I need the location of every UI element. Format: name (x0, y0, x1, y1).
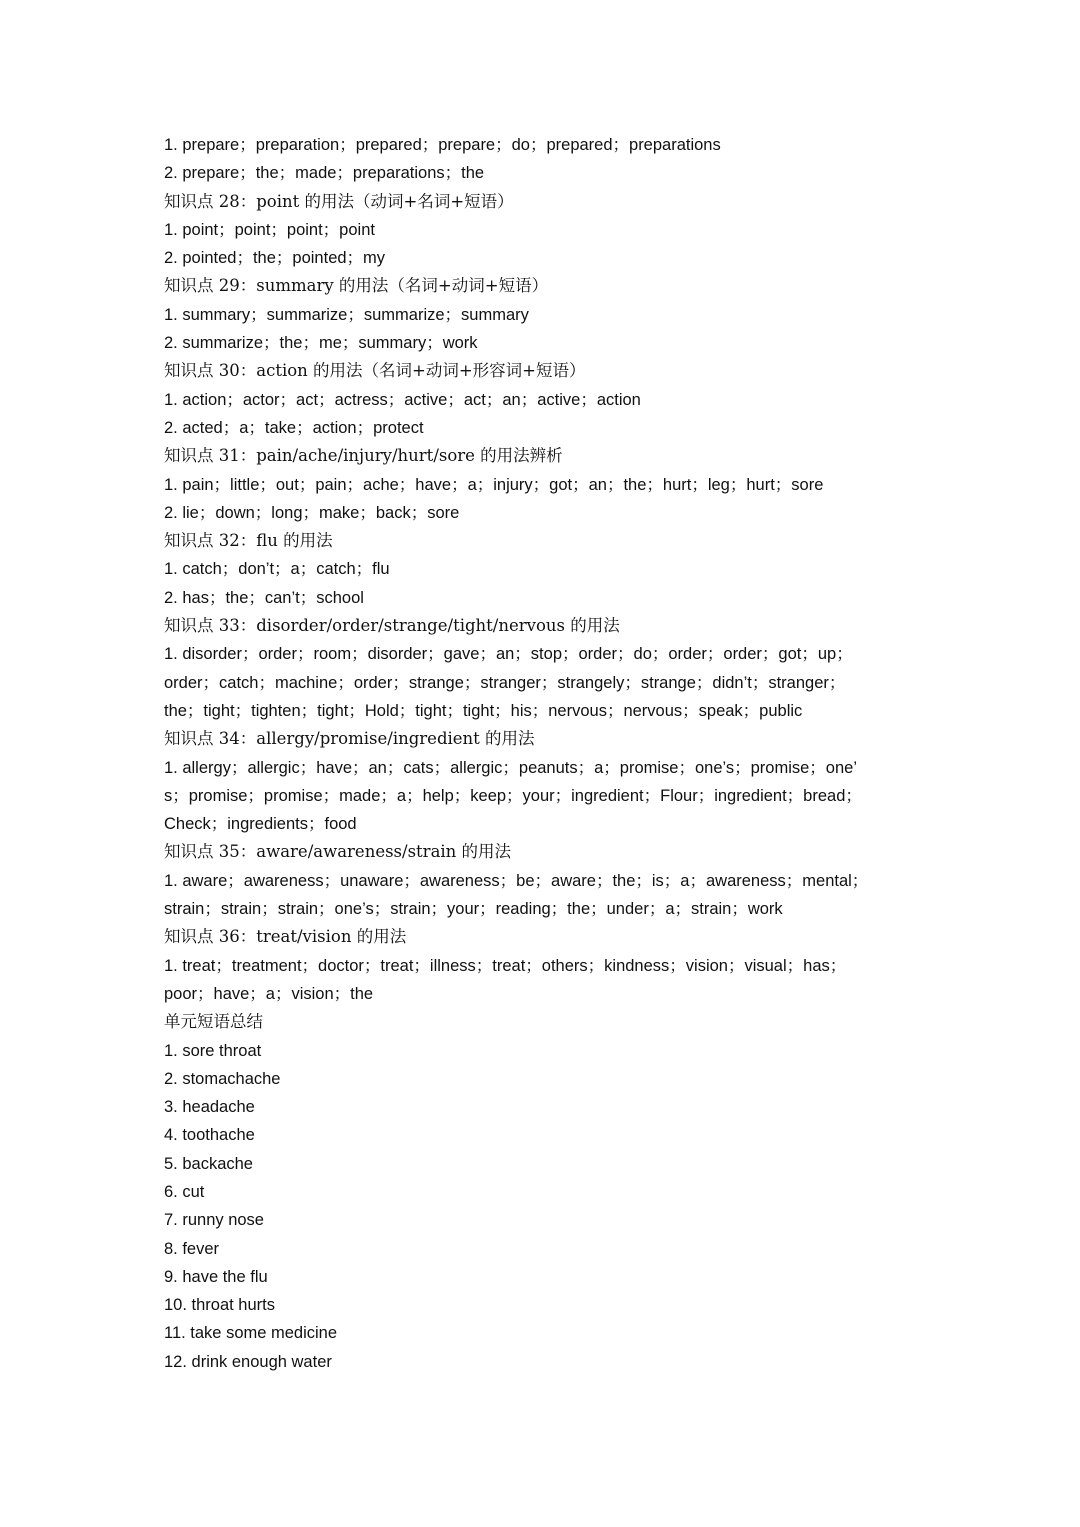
answer-line: 2. has；the；can’t；school (164, 588, 364, 607)
phrase-item: 10. throat hurts (164, 1296, 275, 1315)
section-heading: 知识点 33：disorder/order/strange/tight/nervous 的用法 (164, 616, 620, 636)
answer-line: 1. action；actor；act；actress；active；act；an；active；action (164, 390, 641, 409)
answer-line: 1. summary；summarize；summarize；summary (164, 305, 529, 324)
answer-line: s；promise；promise；made；a；help；keep；your；ingredient；Flour；ingredient；bread； (164, 786, 862, 805)
summary-heading: 单元短语总结 (164, 1012, 263, 1032)
answer-line: 2. acted；a；take；action；protect (164, 418, 424, 437)
section-heading: 知识点 32：flu 的用法 (164, 531, 333, 551)
section-heading: 知识点 29：summary 的用法（名词+动词+短语） (164, 276, 549, 296)
section-heading: 知识点 30：action 的用法（名词+动词+形容词+短语） (164, 361, 586, 381)
answer-line: order；catch；machine；order；strange；stranger；strangely；strange；didn’t；stranger； (164, 673, 846, 692)
phrase-item: 4. toothache (164, 1126, 255, 1145)
answer-line: 1. treat；treatment；doctor；treat；illness；treat；others；kindness；vision；visual；has； (164, 956, 847, 975)
answer-line: 2. lie；down；long；make；back；sore (164, 503, 460, 522)
answer-line: poor；have；a；vision；the (164, 984, 374, 1003)
section-heading: 知识点 31：pain/ache/injury/hurt/sore 的用法辨析 (164, 446, 563, 466)
answer-line: 1. pain；little；out；pain；ache；have；a；injury；got；an；the；hurt；leg；hurt；sore (164, 475, 824, 494)
answer-line: 1. prepare；preparation；prepared；prepare；do；prepared；preparations (164, 136, 721, 154)
section-heading: 知识点 36：treat/vision 的用法 (164, 927, 407, 947)
phrase-item: 12. drink enough water (164, 1352, 332, 1371)
phrase-item: 6. cut (164, 1182, 205, 1201)
phrase-item: 3. headache (164, 1098, 255, 1117)
phrase-item: 11. take some medicine (164, 1324, 338, 1343)
section-heading: 知识点 28：point 的用法（动词+名词+短语） (164, 191, 514, 211)
answer-line: 1. disorder；order；room；disorder；gave；an；stop；order；do；order；order；got；up； (164, 645, 853, 664)
answer-line: Check；ingredients；food (164, 815, 357, 834)
phrase-item: 1. sore throat (164, 1041, 262, 1060)
answer-line: 2. pointed；the；pointed；my (164, 249, 386, 268)
answer-line: 2. summarize；the；me；summary；work (164, 334, 478, 353)
answer-line: 1. catch；don’t；a；catch；flu (164, 560, 390, 579)
section-heading: 知识点 34：allergy/promise/ingredient 的用法 (164, 729, 535, 749)
phrase-item: 9. have the flu (164, 1267, 268, 1286)
answer-line: 2. prepare；the；made；preparations；the (164, 164, 485, 183)
answer-line: 1. point；point；point；point (164, 220, 375, 239)
document-page (164, 131, 920, 1376)
phrase-item: 5. backache (164, 1154, 253, 1173)
phrase-item: 7. runny nose (164, 1211, 264, 1230)
section-heading: 知识点 35：aware/awareness/strain 的用法 (164, 842, 512, 862)
phrase-item: 2. stomachache (164, 1069, 281, 1088)
answer-line: 1. aware；awareness；unaware；awareness；be；aware；the；is；a；awareness；mental； (164, 871, 869, 890)
answer-line: the；tight；tighten；tight；Hold；tight；tight；his；nervous；nervous；speak；public (164, 701, 803, 720)
phrase-item: 8. fever (164, 1239, 220, 1258)
answer-line: 1. allergy；allergic；have；an；cats；allergic；peanuts；a；promise；one’s；promise；one’ (164, 758, 857, 777)
answer-line: strain；strain；strain；one’s；strain；your；reading；the；under；a；strain；work (164, 900, 783, 919)
